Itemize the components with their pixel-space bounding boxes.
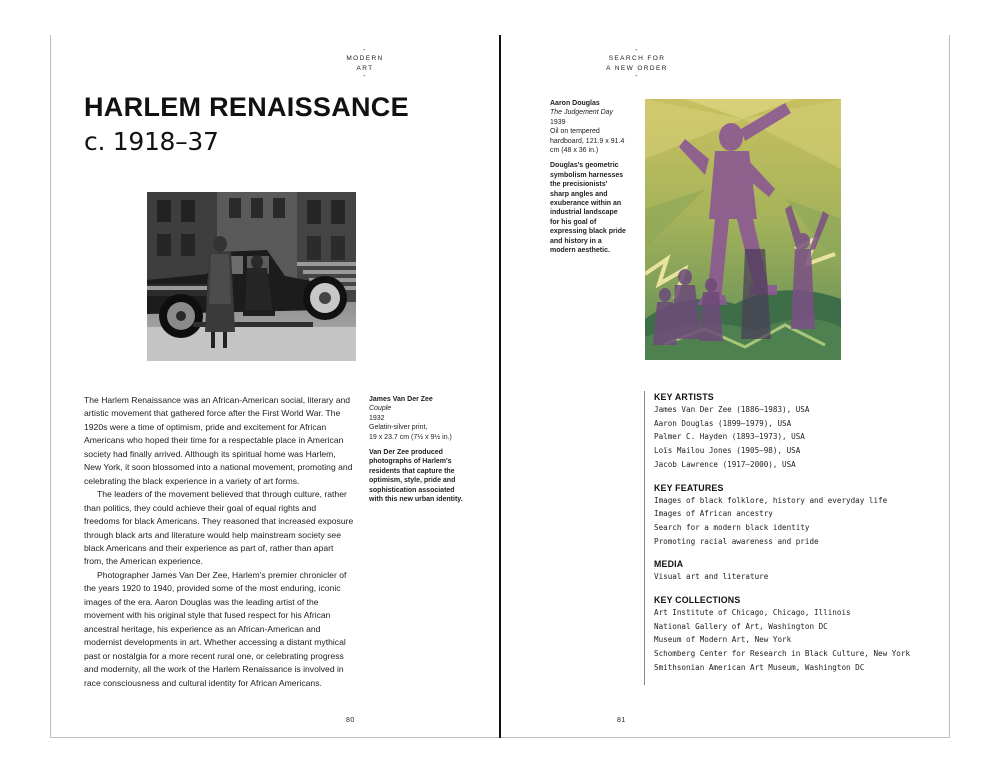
running-head-line: A NEW ORDER	[606, 65, 668, 72]
list-item: Images of African ancestry	[654, 509, 773, 519]
key-features-section	[654, 482, 904, 549]
painting-judgement-day	[645, 99, 841, 360]
list-item: Jacob Lawrence (1917–2000), USA	[654, 459, 796, 469]
list-item: Palmer C. Hayden (1893–1973), USA	[654, 432, 805, 442]
body-paragraph: The Harlem Renaissance was an African-American social, literary and artistic movement that gathered force after the First World War. The 1920s were a time of optimism, pride and excitement for African Americans who hoped their time for a respectable place in American society had finally arrived. Although its spiritual home was Harlem, New York, it soon blossomed into a national movement, promoting and celebrating the black experience in a variety of art forms.	[84, 395, 353, 486]
caption-detail: cm (48 x 36 in.)	[550, 147, 599, 155]
photo-caption	[369, 395, 465, 504]
right-running-head: - SEARCH FOR A NEW ORDER -	[602, 48, 672, 80]
painting-caption	[550, 99, 626, 256]
list-item: Museum of Modern Art, New York	[654, 635, 792, 645]
section-heading: KEY COLLECTIONS	[654, 595, 741, 606]
photo-illustration	[147, 192, 356, 361]
page-subtitle: c. 1918–37	[84, 127, 219, 156]
caption-detail: 1939	[550, 118, 566, 126]
caption-detail: hardboard, 121.9 x 91.4	[550, 137, 625, 145]
page-number-left: 80	[346, 717, 355, 724]
section-heading: MEDIA	[654, 559, 684, 570]
list-item: Search for a modern black identity	[654, 522, 810, 532]
list-item: Visual art and literature	[654, 572, 769, 582]
section-heading: KEY FEATURES	[654, 482, 724, 493]
section-heading: KEY ARTISTS	[654, 392, 714, 402]
caption-detail: 19 x 23.7 cm (7½ x 9½ in.)	[369, 433, 452, 441]
body-paragraph: The leaders of the movement believed that through culture, rather than politics, they could achieve their goal of equal rights and freedoms for black Americans. They reasoned that increased exposure through black arts and literature would help mainstream society see black Americans and their experience as part of, rather than apart from, the American experience.	[84, 489, 354, 567]
left-running-head: - MODERN ART -	[340, 48, 390, 80]
page-number-right: 81	[617, 717, 626, 724]
list-item: Art Institute of Chicago, Chicago, Illinois	[654, 608, 851, 618]
list-item: Loïs Mailou Jones (1905–98), USA	[654, 446, 801, 456]
caption-work-title: The Judgement Day	[550, 109, 614, 117]
key-collections-section	[654, 594, 911, 675]
caption-description: Van Der Zee produced photographs of Harlem's residents that capture the optimism, style, pride and sophistication associated with this new urban identity.	[369, 449, 463, 504]
list-item: Schomberg Center for Research in Black Culture, New York	[654, 649, 911, 659]
media-section	[654, 558, 904, 584]
list-item: Smithsonian American Art Museum, Washington DC	[654, 662, 865, 672]
list-item: James Van Der Zee (1886–1983), USA	[654, 405, 810, 414]
list-item: National Gallery of Art, Washington DC	[654, 621, 828, 631]
caption-detail: Gelatin-silver print,	[369, 424, 428, 432]
running-head-line: SEARCH FOR	[608, 55, 666, 62]
key-artists-section	[654, 391, 904, 472]
caption-description: Douglas's geometric symbolism harnesses the precisionists' sharp angles and exuberance within an industrial landscape for his goal of expressing black pride and history in a modern aesthetic.	[550, 162, 626, 255]
photo-couple-with-car	[147, 192, 356, 361]
running-head-line: MODERN	[346, 55, 384, 62]
body-paragraph: Photographer James Van Der Zee, Harlem's premier chronicler of the years 1920 to 1940, provided some of the most enduring, iconic images of the era. Aaron Douglas was the leading artist of the movement with his original style that fused respect for his African ancestral heritage, his experience as an African-American and modernist developments in art. Whether accessing a distant mythical past or nostalgia for a more recent rural one, or celebrating progress and modernity, all the work of the Harlem Renaissance is involved in race consciousness and cultural identity for African Americans.	[84, 569, 347, 688]
list-item: Promoting racial awareness and pride	[654, 536, 819, 546]
body-text	[84, 394, 354, 690]
key-facts-panel	[644, 391, 911, 685]
list-item: Images of black folklore, history and everyday life	[654, 495, 888, 505]
page-title: HARLEM RENAISSANCE	[84, 92, 409, 122]
caption-detail: Oil on tempered	[550, 128, 600, 136]
list-item: Aaron Douglas (1899–1979), USA	[654, 418, 792, 428]
caption-artist-name: James Van Der Zee	[369, 396, 433, 403]
caption-detail: 1932	[369, 414, 385, 422]
running-head-line: ART	[356, 65, 374, 72]
book-spine	[499, 35, 501, 738]
painting-illustration	[645, 99, 841, 360]
caption-artist-name: Aaron Douglas	[550, 100, 600, 107]
caption-work-title: Couple	[369, 405, 392, 413]
